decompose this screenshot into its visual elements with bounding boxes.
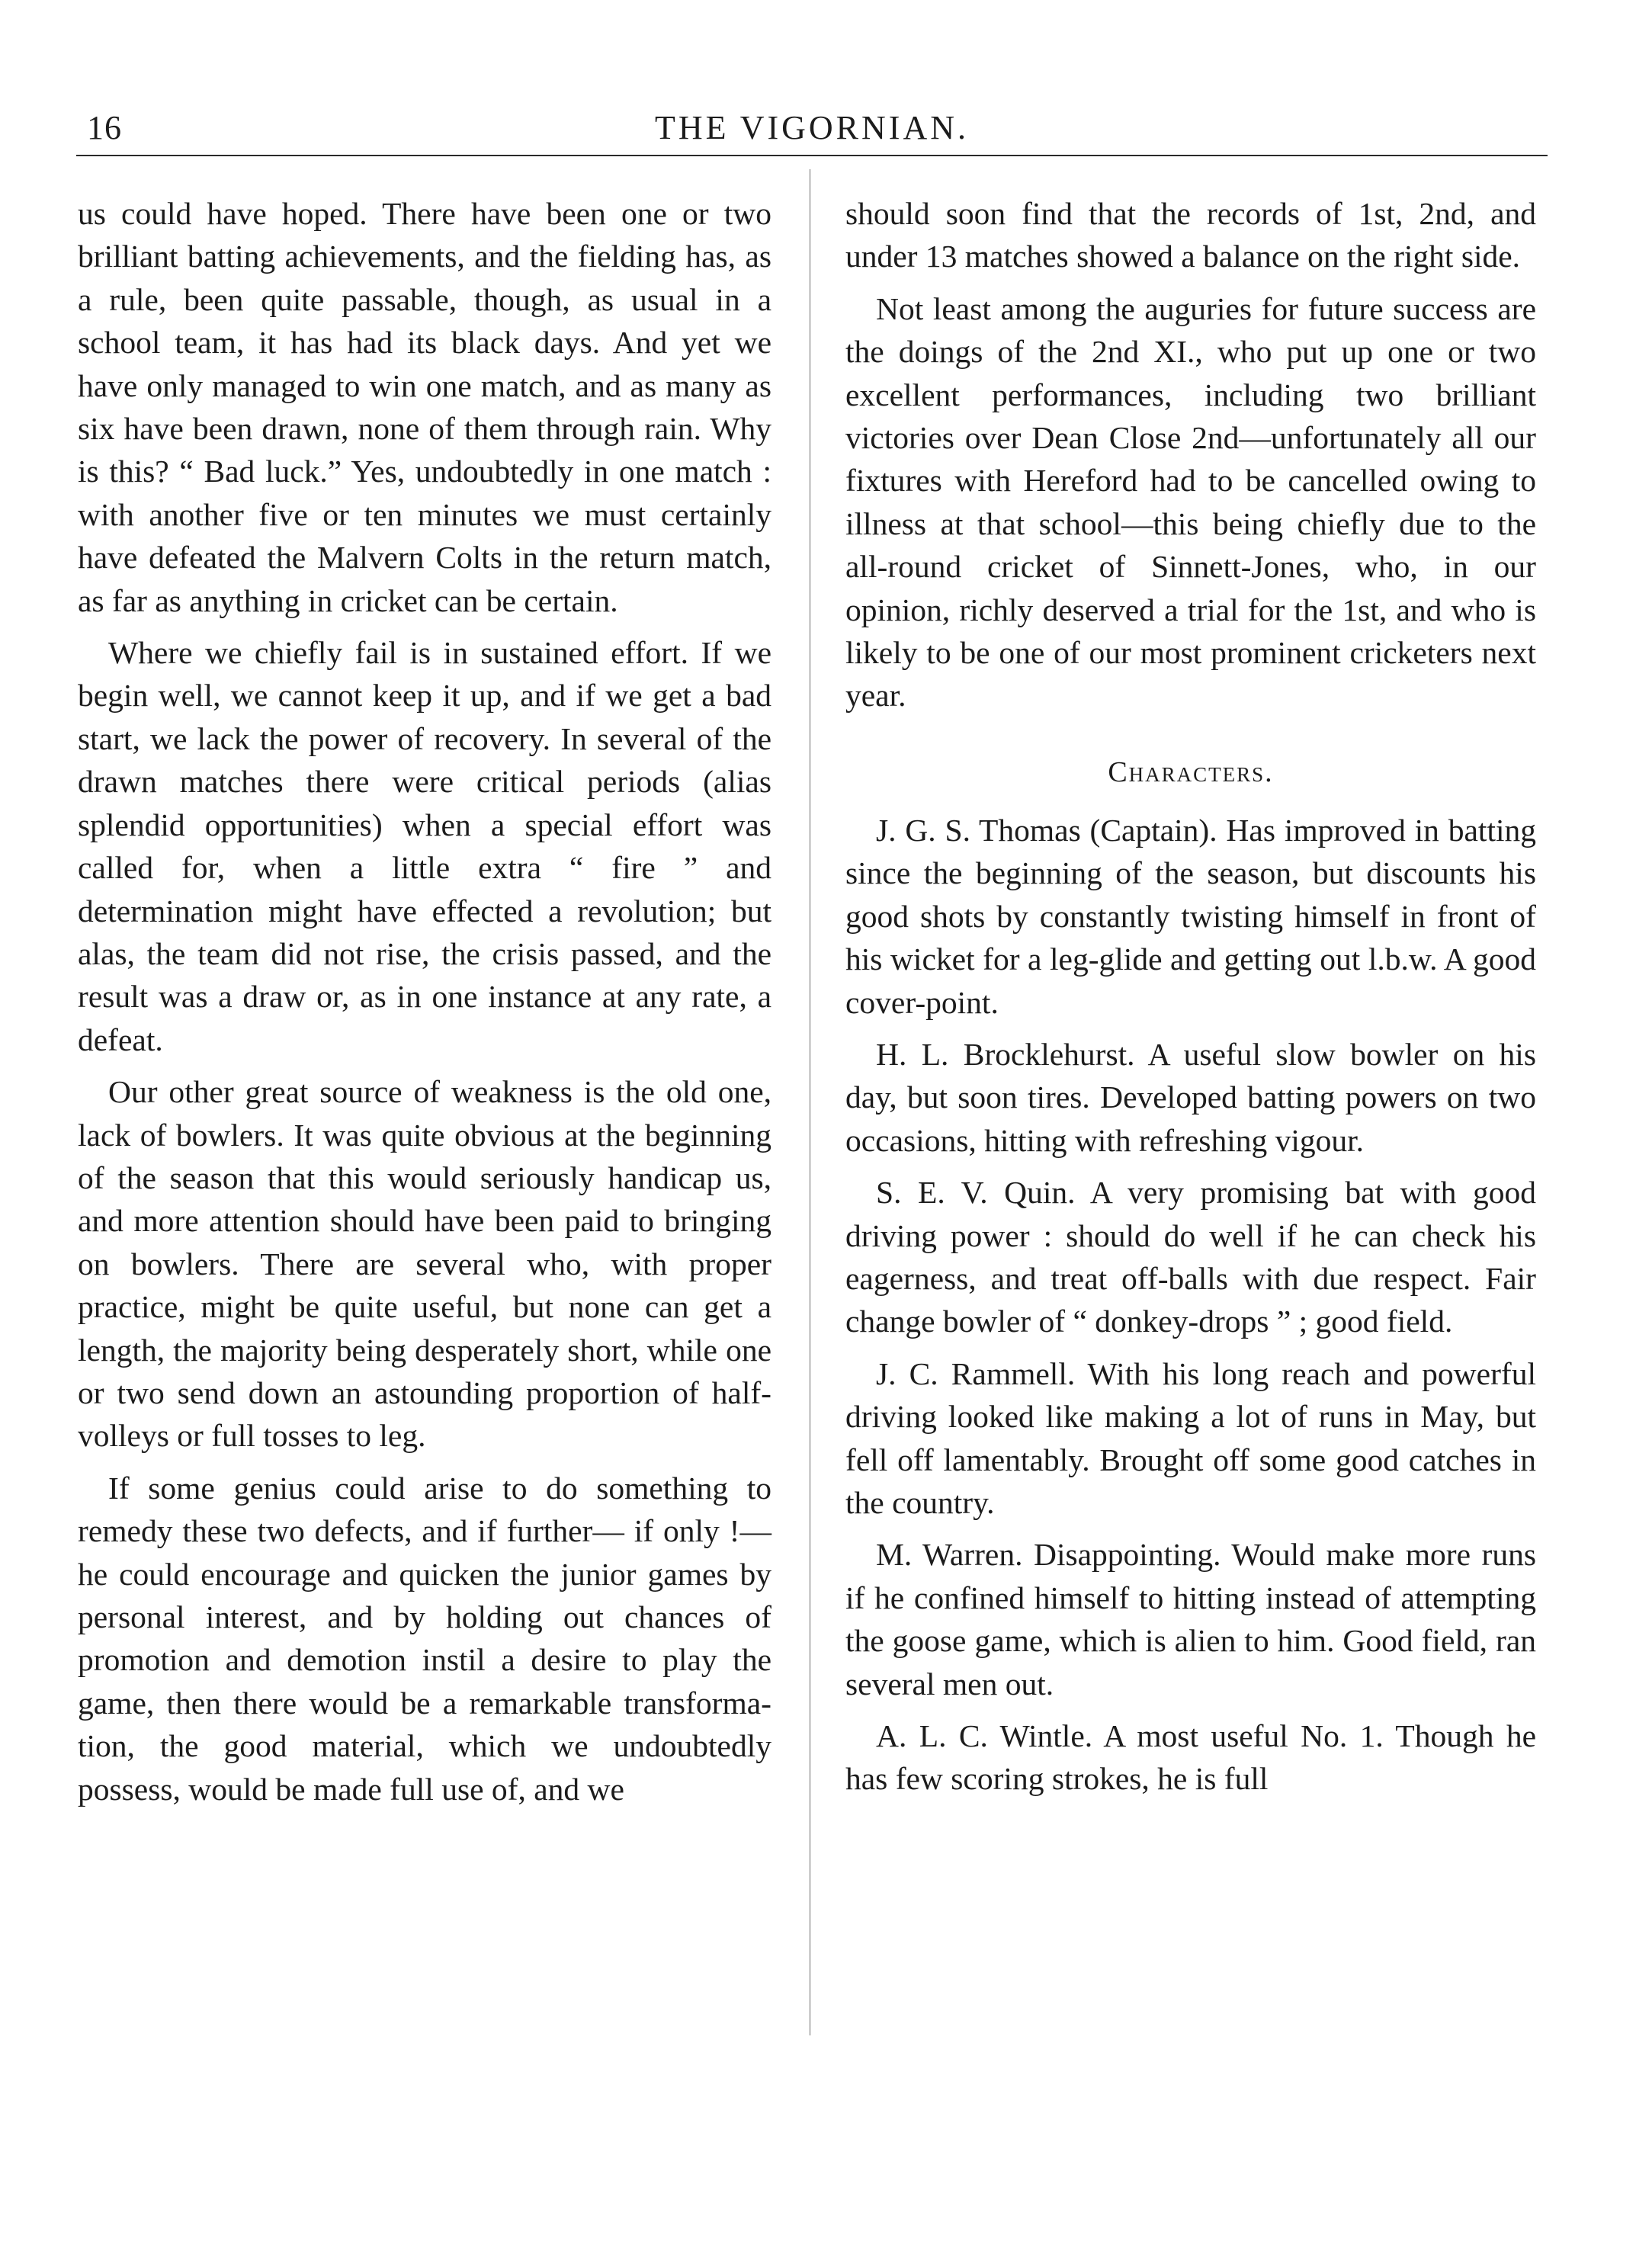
character-entry: S. E. V. Quin. A very promising bat with good driving power : should do well if he can check his eagerness, and treat off-balls with due respect. Fair change bowler of “ donkey-drops ” ; good field. <box>845 1175 1536 1339</box>
header-rule <box>76 155 1548 156</box>
character-entry: H. L. Brocklehurst. A useful slow bowler on his day, but soon tires. Developed batting powers on two occasions, hitting with refreshing vigour. <box>845 1036 1536 1158</box>
character-entry: J. G. S. Thomas (Captain). Has improved in batting since the beginning of the season, but discounts his good shots by constantly twisting himself in front of his wicket for a leg-glide and getting out l.b.w. A good cover-point. <box>845 812 1536 1020</box>
paragraph: should soon find that the records of 1st, 2nd, and under 13 matches showed a balance on the right side. <box>845 196 1536 274</box>
paragraph: Not least among the auguries for future success are the doings of the 2nd XI., who put up one or two excellent performances, including two brilliant victories over Dean Close 2nd—unfortunately all our fixtures with Hereford had to be cancelled owing to illness at that school—this being chiefly due to the all-round cricket of Sinnett-Jones, who, in our opinion, richly deserved a trial for the 1st, and who is likely to be one of our most prominent cricketers next year. <box>845 290 1536 714</box>
paragraph: Where we chiefly fail is in sustained effort. If we begin well, we cannot keep it up, and if we get a bad start, we lack the power of recovery. In several of the drawn matches there were critical periods (alias splendid opportunities) when a special effort was called for, when a little extra “ fire ” and determination might have effected a revolution; but alas, the team did not rise, the crisis passed, and the result was a draw or, as in one instance at any rate, a defeat. <box>78 635 771 1057</box>
paragraph: Our other great source of weakness is the old one, lack of bowlers. It was quite obvious at the beginning of the season that this would seriously handicap us, and more attention should have been paid to bringing on bowlers. There are several who, with proper practice, might be quite useful, but none can get a length, the majority being desperately short, while one or two send down an astounding proportion of half-volleys or full tosses to leg. <box>78 1074 771 1454</box>
running-title: THE VIGORNIAN. <box>654 109 970 146</box>
paragraph: us could have hoped. There have been one or two brilliant batting achievements, and the fielding has, as a rule, been quite passable, though, as usual in a school team, it has had its black days. And yet we have only managed to win one match, and as many as six have been drawn, none of them through rain. Why is this? “ Bad luck.” Yes, undoubtedly in one match : with another five or ten minutes we must certainly have defeated the Malvern Colts in the return match, as far as anything in cricket can be certain. <box>78 196 771 618</box>
character-entry: M. Warren. Disappointing. Would make more runs if he confined himself to hitting instead of attempting the goose game, which is alien to him. Good field, ran several men out. <box>845 1537 1536 1702</box>
character-entry: A. L. C. Wintle. A most useful No. 1. Though he has few scoring strokes, he is full <box>845 1718 1536 1797</box>
paragraph: If some genius could arise to do something to remedy these two defects, and if further— if only !—he could encourage and quicken the junior games by personal interest, and by holding out chances of promotion and demotion instil a desire to play the game, then there would be a remarkable transformation, the good material, which we undoubtedly possess, would be made full use of, and we <box>78 1470 771 1807</box>
left-column <box>78 192 771 1820</box>
page-header <box>76 101 1548 146</box>
right-column <box>845 192 1536 1810</box>
character-entry: J. C. Rammell. With his long reach and powerful driving looked like making a lot of runs in May, but fell off lamentably. Brought off some good catches in the country. <box>845 1355 1536 1520</box>
page-number: 16 <box>87 109 122 146</box>
section-heading: Characters. <box>1108 755 1274 788</box>
